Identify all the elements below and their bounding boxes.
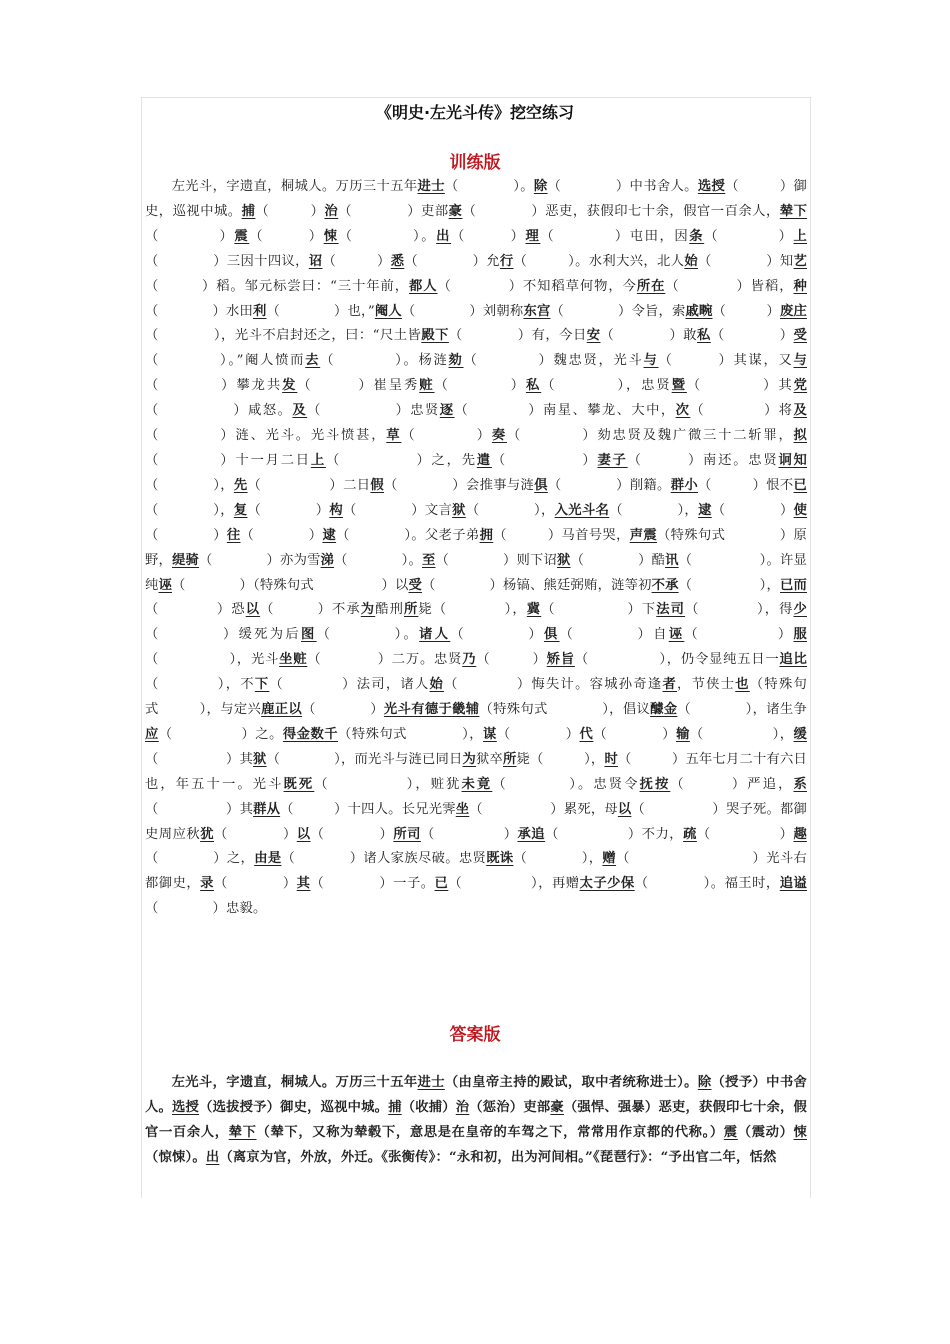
practice-text: （ ），仍令 <box>574 652 710 668</box>
practice-text: （ ）忠贤 <box>307 403 440 419</box>
practice-keyword: 逮 <box>322 527 337 543</box>
practice-keyword: 豪 <box>448 203 463 219</box>
practice-keyword: 行 <box>499 253 514 269</box>
practice-keyword: 拟 <box>793 428 808 444</box>
practice-text: （ ）忠毅。 <box>145 901 267 917</box>
practice-keyword: 所 <box>403 602 419 618</box>
practice-keyword: 趣 <box>793 826 807 842</box>
practice-text: （ ）。忠贤令 <box>492 776 640 792</box>
practice-keyword: 奏 <box>491 428 507 444</box>
practice-keyword: 悉 <box>390 253 405 269</box>
practice-keyword: 服 <box>793 627 808 643</box>
practice-text: （ ）也，” <box>266 303 375 319</box>
practice-keyword: 讯 <box>665 552 679 568</box>
practice-keyword: 私 <box>697 328 711 344</box>
practice-text: （ ）十四人。长兄光霁 <box>280 801 456 817</box>
practice-keyword: 殿下 <box>421 328 449 344</box>
practice-keyword: 出 <box>436 228 452 244</box>
practice-text: （ ） <box>420 826 518 842</box>
practice-keyword: 已 <box>434 876 449 892</box>
practice-keyword: 赃 <box>419 378 435 394</box>
practice-keyword: 安 <box>586 328 601 344</box>
practice-text: （ ）则下诏 <box>435 552 558 568</box>
practice-keyword: 承追 <box>517 826 546 842</box>
practice-text: （ ）。 <box>444 179 534 194</box>
practice-text: （ ）崔呈秀 <box>297 378 420 394</box>
practice-text: （ ）哭子死。都御史周应秋 <box>145 801 807 842</box>
practice-keyword: 使 <box>793 502 808 518</box>
practice-keyword: 选授 <box>697 179 726 194</box>
practice-keyword: 治 <box>324 203 339 219</box>
practice-keyword: 狱 <box>253 751 267 767</box>
practice-keyword: 阉人 <box>374 303 402 319</box>
practice-keyword: 捕 <box>241 203 256 219</box>
practice-keyword: 以 <box>617 801 632 817</box>
practice-text: （ ）不承 <box>260 602 361 618</box>
practice-text: （ ）杨镐、熊廷弼贿，涟等初 <box>422 577 652 593</box>
practice-text: （ ）恶吏，获假印七十余，假官一百余人， <box>462 203 780 219</box>
practice-keyword: 条 <box>689 228 705 244</box>
practice-keyword: 往 <box>226 527 241 543</box>
practice-text: （ ）将 <box>690 403 794 419</box>
practice-text: （ ）二万。忠贤 <box>307 652 463 668</box>
practice-text: （ ） <box>476 652 547 668</box>
answer-keyword: 出 <box>205 1149 220 1165</box>
practice-text: （ ），诸生争 <box>677 702 808 718</box>
practice-keyword: 太子少保 <box>579 876 635 892</box>
practice-text: （ ）知 <box>697 253 794 269</box>
practice-keyword: 群小 <box>670 477 698 493</box>
practice-text: （ ）， <box>145 502 234 518</box>
practice-keyword: 上 <box>310 452 326 468</box>
practice-text: （ ） <box>145 527 227 543</box>
answer-text: 左光斗，字遗直，桐城人。万历三十五年 <box>171 1075 418 1090</box>
practice-text: （ ）酷 <box>570 552 666 568</box>
practice-keyword: 诏 <box>308 253 323 269</box>
practice-keyword: 始 <box>684 253 698 269</box>
practice-text: （ ） <box>249 228 324 244</box>
practice-keyword: 逐 <box>439 403 455 419</box>
practice-keyword: 除 <box>533 179 548 194</box>
practice-text: （ ）南星、攀龙、大中， <box>454 403 676 419</box>
practice-keyword: 次 <box>675 403 691 419</box>
answer-keyword: 进士 <box>417 1075 445 1090</box>
practice-keyword: 受 <box>408 577 422 593</box>
practice-keyword: 始 <box>429 677 445 693</box>
practice-text: （ ）（特殊句式 ）以 <box>172 577 409 593</box>
practice-text: （ ） <box>710 328 794 344</box>
practice-text: （ ） <box>684 627 794 643</box>
practice-keyword: 不承 <box>651 577 679 593</box>
practice-keyword: 录 <box>200 876 214 892</box>
practice-text: （ ）亦为雪 <box>199 552 321 568</box>
practice-keyword: 遣 <box>476 452 492 468</box>
practice-keyword: 抚按 <box>639 776 671 792</box>
practice-keyword: 谋 <box>483 726 497 742</box>
practice-keyword: 所司 <box>393 826 421 842</box>
answer-keyword: 治 <box>455 1099 470 1115</box>
practice-keyword: 坐赃 <box>279 652 308 668</box>
practice-text: （ ）屯田，因 <box>540 228 690 244</box>
practice-text: （ ）。 <box>338 228 437 244</box>
practice-keyword: 受 <box>793 328 808 344</box>
practice-keyword: 乃 <box>462 652 477 668</box>
answer-text: 吏部 <box>523 1099 551 1115</box>
practice-text: （ ）十一月二日 <box>145 452 311 468</box>
answer-text: （惊悚）。 <box>145 1149 206 1165</box>
practice-keyword: 已而 <box>780 577 808 593</box>
practice-keyword: 冀 <box>526 602 542 618</box>
answer-keyword: 辇下 <box>228 1124 257 1140</box>
practice-text: （ ）刘朝称 <box>401 303 524 319</box>
practice-keyword: 震 <box>234 228 250 244</box>
practice-keyword: 得金数千 <box>282 726 339 742</box>
practice-text: （ ）不力， <box>545 826 684 842</box>
practice-keyword: 追比 <box>779 652 808 668</box>
practice-text: （ ）中书舍人。 <box>547 179 698 194</box>
practice-text: （ ）南还。忠贤 <box>627 452 779 468</box>
answer-keyword: 除 <box>697 1075 712 1090</box>
practice-text: 左光斗，字遗直，桐城人。万历三十五年 <box>171 179 418 194</box>
practice-text: （ ）。 <box>334 552 422 568</box>
practice-keyword: 及 <box>292 403 308 419</box>
practice-text: （ ）。水利大兴，北人 <box>513 253 685 269</box>
practice-keyword: 诬 <box>158 577 173 593</box>
practice-keyword: 诸人 <box>419 627 451 643</box>
practice-keyword: 狱 <box>557 552 571 568</box>
practice-keyword: 疏 <box>683 826 697 842</box>
practice-keyword: 至 <box>421 552 436 568</box>
practice-text: （特殊句式 ）原野， <box>145 527 807 568</box>
practice-keyword: 种 <box>793 278 807 294</box>
practice-text: （ ）法司，诸人 <box>269 677 430 693</box>
practice-text: （ ），光斗不启封还之，曰：“尺土皆 <box>145 328 422 344</box>
practice-keyword: 群从 <box>253 801 281 817</box>
practice-text: （ ） <box>712 303 781 319</box>
practice-text: （ ）， <box>465 502 555 518</box>
practice-keyword: 戚畹 <box>685 303 713 319</box>
practice-text: （ ）水田 <box>145 303 254 319</box>
practice-keyword: 犹 <box>200 826 214 842</box>
practice-keyword: 也 <box>735 677 750 693</box>
practice-text: （ ）， <box>609 502 699 518</box>
practice-keyword: 暨 <box>671 378 687 394</box>
practice-keyword: 所 <box>503 751 517 767</box>
answer-keyword: 捕 <box>388 1099 402 1115</box>
practice-keyword: 俱 <box>534 477 548 493</box>
practice-text: （ ），再赠 <box>448 876 580 892</box>
practice-keyword: 以 <box>245 602 261 618</box>
practice-text: （ ） <box>145 228 235 244</box>
practice-text: （ ）之， <box>145 851 255 867</box>
practice-keyword: 少 <box>793 602 807 618</box>
practice-text: （ ），得 <box>685 602 794 618</box>
practice-text: （ ）缓死为后 <box>145 627 301 643</box>
practice-keyword: 已 <box>793 477 808 493</box>
practice-keyword: 草 <box>386 428 402 444</box>
practice-text: （ ）会推事与涟 <box>384 477 535 493</box>
practice-text: （ ）。杨涟 <box>320 353 449 369</box>
practice-text: （ ）， <box>145 477 234 493</box>
practice-keyword: 矫旨 <box>546 652 575 668</box>
practice-keyword: 进士 <box>417 179 445 194</box>
practice-text: （ ）， <box>678 577 781 593</box>
practice-text: （ ） <box>310 826 394 842</box>
practice-keyword: 醵金 <box>650 702 678 718</box>
practice-text: （ ）令旨，索 <box>550 303 686 319</box>
practice-text: （ ）咸怒。 <box>145 403 293 419</box>
practice-passage <box>145 175 807 922</box>
practice-text: （ ）之，先 <box>325 452 477 468</box>
practice-text: （ ）一子。 <box>310 876 435 892</box>
practice-keyword: 理 <box>525 228 541 244</box>
practice-text: （ ）御史，巡视中城。 <box>145 179 808 219</box>
practice-keyword: 诬 <box>668 627 685 643</box>
practice-text: （ ） <box>322 253 391 269</box>
answer-text: （授予）中书舍人。 <box>145 1075 807 1115</box>
practice-keyword: 妻子 <box>597 452 628 468</box>
practice-text: （ ）悔失计。容城孙奇逢 <box>444 677 663 693</box>
answer-text: （收捕） <box>401 1099 456 1115</box>
practice-keyword: 入光斗名 <box>554 502 610 518</box>
practice-keyword: 狱 <box>452 502 466 518</box>
practice-text: （ ）之。 <box>158 726 283 742</box>
practice-text: （特殊句式 ），倡议 <box>479 702 651 718</box>
answer-text: 御史，巡视中城。 <box>280 1099 389 1115</box>
practice-keyword: 拥 <box>479 527 494 543</box>
practice-text: 酷刑 <box>375 602 404 618</box>
practice-text: （ ）三因十四议， <box>145 253 309 269</box>
practice-text: （ ） <box>496 726 580 742</box>
practice-text: 毙（ ）， <box>516 751 605 767</box>
practice-text: （ ）严追， <box>670 776 794 792</box>
practice-text: （ ） <box>451 228 526 244</box>
practice-keyword: 既死 <box>283 776 315 792</box>
practice-text: （ ） <box>696 826 794 842</box>
practice-keyword: 利 <box>253 303 267 319</box>
practice-keyword: 及 <box>793 403 808 419</box>
practice-text: （ ），不 <box>145 677 255 693</box>
practice-text: （ ）攀龙共 <box>145 378 283 394</box>
practice-text: （ ） <box>450 627 544 643</box>
practice-keyword: 所在 <box>636 278 666 294</box>
answer-passage <box>145 1071 807 1171</box>
practice-keyword: 去 <box>305 353 321 369</box>
practice-keyword: 党 <box>793 378 808 394</box>
practice-keyword: 时 <box>604 751 618 767</box>
practice-keyword: 追谥 <box>779 876 808 892</box>
practice-text: 毙（ ）， <box>418 602 527 618</box>
practice-text: （ ）诸人家族尽破。忠贤 <box>281 851 487 867</box>
practice-text: （ ）。福王时， <box>634 876 780 892</box>
practice-text: （ ）涟、光斗。光斗愤甚， <box>145 428 387 444</box>
practice-keyword: 悚 <box>323 228 339 244</box>
answer-text: （由皇帝主持的殿试，取中者统称进士）。 <box>444 1075 698 1090</box>
practice-keyword: 复 <box>233 502 248 518</box>
practice-text: （ ） <box>711 502 794 518</box>
practice-text: （ ） <box>434 378 526 394</box>
practice-text: （ ）不知稻草何物，今 <box>437 278 637 294</box>
practice-text: （ ） <box>401 428 492 444</box>
practice-keyword: 系 <box>793 776 807 792</box>
answer-text: （震动） <box>737 1124 794 1140</box>
practice-text: （ ）其 <box>145 751 254 767</box>
practice-keyword: 为 <box>360 602 376 618</box>
practice-keyword: 其 <box>296 876 311 892</box>
practice-text: （ ）其 <box>686 378 794 394</box>
practice-text: （ ）下 <box>541 602 657 618</box>
practice-text: （ ）允 <box>404 253 500 269</box>
practice-keyword: 俱 <box>543 627 560 643</box>
practice-text: （ ）。”阉人愤而 <box>145 353 306 369</box>
practice-keyword: 都人 <box>409 278 438 294</box>
practice-text: （特殊句式 ），与定兴 <box>145 677 807 718</box>
practice-text: （ ）光斗右都御史， <box>145 851 807 892</box>
practice-keyword: 缓 <box>793 726 807 742</box>
practice-keyword: 法司 <box>656 602 686 618</box>
practice-text: （ ）二日 <box>247 477 371 493</box>
answer-heading: 答案版 <box>449 1025 501 1045</box>
practice-text: （ ）。许显纯 <box>145 552 808 593</box>
practice-text: （ ） <box>704 228 794 244</box>
practice-keyword: 涕 <box>320 552 335 568</box>
practice-text: （ ）稻。邹元标尝曰：“三十年前， <box>145 278 410 294</box>
practice-text: （ ）五年七月二十有六日也，年五十一。光斗 <box>145 751 808 792</box>
practice-keyword: 未竟 <box>461 776 493 792</box>
practice-text: （ ）文言 <box>343 502 453 518</box>
practice-text: （ ）削籍。 <box>547 477 671 493</box>
practice-keyword: 以 <box>296 826 311 842</box>
practice-text: （ ） <box>338 203 422 219</box>
practice-text: 吏部 <box>421 203 449 219</box>
practice-text: （ ）其谋，又 <box>658 353 794 369</box>
practice-keyword: 声震 <box>629 527 658 543</box>
answer-text: （选拔授予） <box>199 1099 281 1115</box>
practice-keyword: 与 <box>643 353 659 369</box>
practice-text: （ ） <box>213 876 297 892</box>
practice-text: （ ） <box>240 527 323 543</box>
practice-text: （ ），忠贤 <box>541 378 672 394</box>
practice-text: （ ），而光斗与涟已同日 <box>266 751 463 767</box>
practice-text: （ ）恨不 <box>697 477 794 493</box>
practice-text: （ ）劾忠贤及魏广微三十二斩罪， <box>506 428 794 444</box>
practice-text: （ ）敢 <box>600 328 698 344</box>
practice-text: ，节侠士 <box>677 677 736 693</box>
practice-keyword: 假 <box>370 477 385 493</box>
practice-keyword: 输 <box>676 726 690 742</box>
practice-keyword: 图 <box>300 627 317 643</box>
practice-text: （ ）其 <box>145 801 254 817</box>
answer-text: （辇下，又称为辇毂下，意思是在皇帝的车驾之下，常常用作京都的代称。） <box>256 1124 724 1140</box>
practice-keyword: 发 <box>282 378 298 394</box>
practice-keyword: 先 <box>233 477 248 493</box>
practice-text: （ ）自 <box>559 627 669 643</box>
practice-keyword: 者 <box>662 677 678 693</box>
practice-keyword: 应 <box>145 726 159 742</box>
practice-text: 狱卒 <box>476 751 504 767</box>
practice-keyword: 东宫 <box>523 303 551 319</box>
practice-text: （ ）皆稻， <box>665 278 794 294</box>
practice-text: （ ） <box>491 452 598 468</box>
answer-keyword: 震 <box>723 1124 738 1140</box>
practice-keyword: 坐 <box>455 801 470 817</box>
practice-heading: 训练版 <box>449 153 501 173</box>
answer-keyword: 选授 <box>172 1099 200 1115</box>
practice-text: （ ） <box>255 203 325 219</box>
practice-text: （ ）魏忠贤，光斗 <box>463 353 644 369</box>
practice-keyword: 代 <box>579 726 594 742</box>
practice-keyword: 赠 <box>602 851 617 867</box>
answer-text: （惩治） <box>469 1099 524 1115</box>
practice-keyword: 既诛 <box>486 851 514 867</box>
practice-keyword: 艺 <box>793 253 808 269</box>
practice-keyword: 劾 <box>448 353 464 369</box>
practice-text: （ ）马首号哭， <box>493 527 630 543</box>
practice-text: （ ）， <box>513 851 603 867</box>
practice-text: （ ），光斗 <box>145 652 280 668</box>
practice-text: （ ），赃犹 <box>314 776 462 792</box>
practice-keyword: 私 <box>525 378 542 394</box>
answer-keyword: 豪 <box>550 1099 564 1115</box>
practice-keyword: 辇下 <box>779 203 808 219</box>
practice-text: （ ）累死，母 <box>469 801 618 817</box>
practice-text: （ ）。父老子弟 <box>336 527 480 543</box>
practice-text: （ ） <box>247 502 330 518</box>
practice-keyword: 逮 <box>698 502 712 518</box>
answer-text: （离京为官，外放，外迁。《张衡传》：“永和初，出为河间相。”《琵琶行》：“予出官二年，恬然 <box>219 1149 777 1165</box>
practice-text: （ ）恐 <box>145 602 246 618</box>
practice-keyword: 鹿正以 <box>261 702 303 718</box>
practice-keyword: 缇骑 <box>172 552 200 568</box>
answer-text: 恶吏，获假印七十余，假官一百余人， <box>145 1099 808 1140</box>
practice-text: （ ）有，今日 <box>448 328 587 344</box>
practice-text: （ ）。 <box>316 627 420 643</box>
practice-text: 显纯五日一 <box>709 652 780 668</box>
practice-keyword: 由是 <box>254 851 282 867</box>
practice-keyword: 上 <box>793 228 808 244</box>
practice-keyword: 光斗有德于畿辅 <box>383 702 480 718</box>
practice-keyword: 诇知 <box>778 452 808 468</box>
practice-text: （ ） <box>213 826 297 842</box>
practice-keyword: 为 <box>462 751 477 767</box>
practice-keyword: 下 <box>254 677 270 693</box>
practice-text: （ ） <box>593 726 677 742</box>
answer-text: （强悍、强暴） <box>563 1099 659 1115</box>
practice-text: （ ） <box>302 702 384 718</box>
practice-text: （特殊句式 ）， <box>338 726 484 742</box>
practice-keyword: 与 <box>793 353 807 369</box>
practice-keyword: 构 <box>329 502 344 518</box>
page-title: 《明史·左光斗传》挖空练习 <box>375 103 575 122</box>
practice-text: （ ）， <box>689 726 794 742</box>
answer-keyword: 悚 <box>793 1124 808 1140</box>
practice-keyword: 废庄 <box>780 303 808 319</box>
